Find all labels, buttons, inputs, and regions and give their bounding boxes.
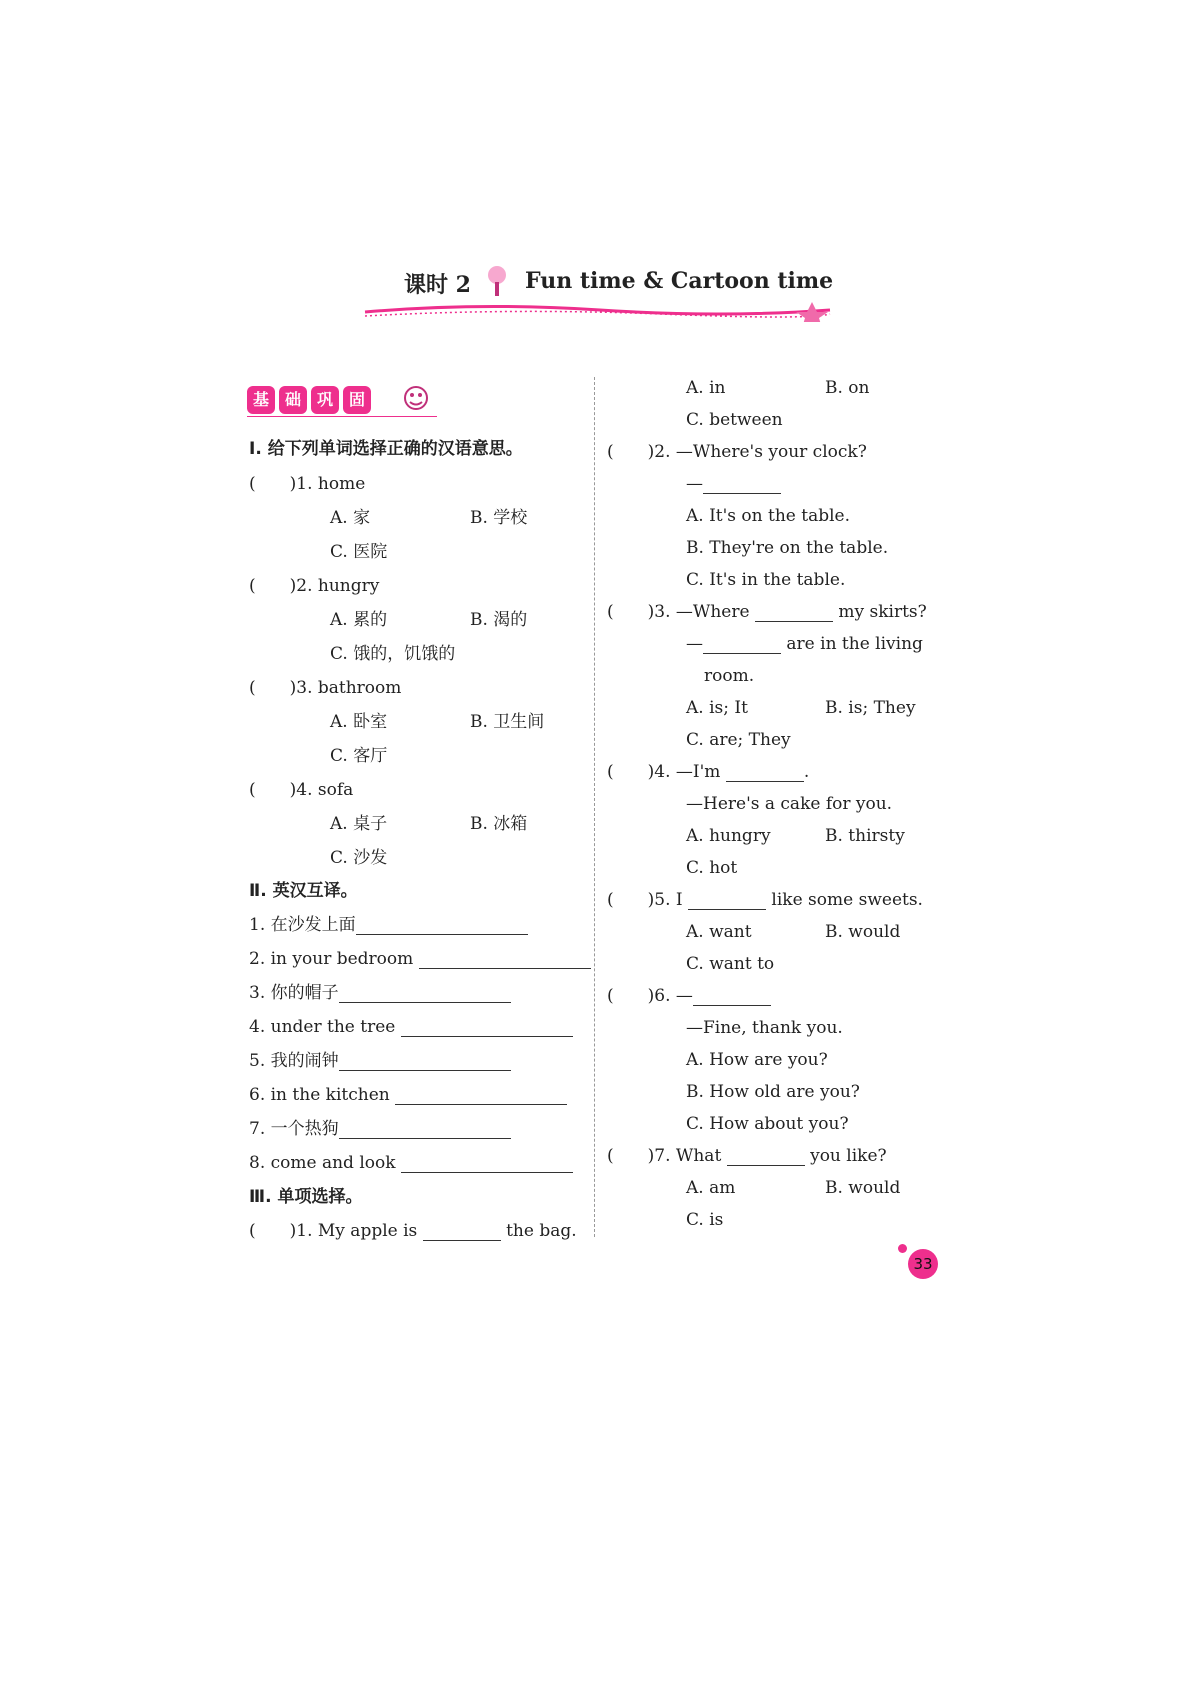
s7-option-c: C. is [686,1210,724,1230]
s2-answer-line [686,474,781,494]
s2-dash: — [686,474,703,494]
badge-char-2: 础 [279,386,307,414]
page-number-dot [898,1244,907,1253]
answer-blank[interactable] [726,765,804,782]
s4-stem [607,762,809,782]
answer-blank[interactable] [703,637,781,654]
s4-stem-post: . [803,762,810,782]
q4-option-c: C. 沙发 [330,848,388,868]
q2-option-b: B. 渴的 [470,610,528,630]
answer-blank[interactable] [339,1054,511,1071]
translate-item-8 [249,1153,573,1173]
s1-stem-post: the bag. [506,1221,577,1241]
s4-stem-pre: ( )4. —I'm [607,762,721,782]
translate-item-5 [249,1051,511,1071]
page-number: 33 [908,1249,938,1279]
s1-option-c: C. between [686,410,783,430]
answer-blank[interactable] [693,989,771,1006]
s7-option-a: A. am [686,1178,736,1198]
answer-blank[interactable] [356,918,528,935]
q1-option-a: A. 家 [330,508,371,528]
translate-item-1 [249,915,528,935]
s3-option-a: A. is; It [686,698,748,718]
q3-option-a: A. 卧室 [330,712,388,732]
s6-option-c: C. How about you? [686,1114,849,1134]
translate-item-8-text: 8. come and look [249,1153,396,1173]
column-divider [594,377,595,1237]
q4-stem: ( )4. sofa [249,780,354,800]
answer-blank[interactable] [339,1122,511,1139]
translate-item-6 [249,1085,567,1105]
answer-blank[interactable] [423,1224,501,1241]
s4-option-b: B. thirsty [825,826,905,846]
answer-blank[interactable] [395,1088,567,1105]
answer-blank[interactable] [727,1149,805,1166]
s2-option-a: A. It's on the table. [686,506,851,526]
badge-char-4: 固 [343,386,371,414]
badge-underline [247,416,437,417]
tree-icon [482,264,512,298]
s5-stem-post: like some sweets. [771,890,923,910]
s4-option-c: C. hot [686,858,738,878]
s3-option-b: B. is; They [825,698,916,718]
s2-option-c: C. It's in the table. [686,570,846,590]
q4-option-b: B. 冰箱 [470,814,528,834]
q2-option-a: A. 累的 [330,610,388,630]
section3-title: Ⅲ. 单项选择。 [249,1187,363,1207]
q4-option-a: A. 桌子 [330,814,388,834]
translate-item-5-text: 5. 我的闹钟 [249,1051,339,1071]
page-title: Fun time & Cartoon time [525,268,834,294]
q1-stem: ( )1. home [249,474,366,494]
q3-stem: ( )3. bathroom [249,678,402,698]
s3-option-c: C. are; They [686,730,791,750]
s7-option-b: B. would [825,1178,901,1198]
s6-stem-pre: ( )6. — [607,986,693,1006]
s3-line2-post: are in the living [786,634,923,654]
s3-dash: — [686,634,703,654]
translate-item-3-text: 3. 你的帽子 [249,983,339,1003]
answer-blank[interactable] [339,986,511,1003]
translate-item-7-text: 7. 一个热狗 [249,1119,339,1139]
s5-option-b: B. would [825,922,901,942]
translate-item-3 [249,983,511,1003]
lesson-label: 课时 2 [404,272,471,298]
answer-blank[interactable] [401,1156,573,1173]
s5-stem-pre: ( )5. I [607,890,683,910]
s5-option-c: C. want to [686,954,775,974]
s5-stem [607,890,923,910]
section1-title: Ⅰ. 给下列单词选择正确的汉语意思。 [249,439,523,459]
s3-line3: room. [704,666,755,686]
s6-stem [607,986,771,1006]
translate-item-1-text: 1. 在沙发上面 [249,915,356,935]
q3-option-b: B. 卫生间 [470,712,545,732]
answer-blank[interactable] [703,477,781,494]
answer-blank[interactable] [419,952,591,969]
s1-stem-pre: ( )1. My apple is [249,1221,418,1241]
badge-char-1: 基 [247,386,275,414]
s1-stem [249,1221,577,1241]
s7-stem-pre: ( )7. What [607,1146,722,1166]
s3-stem [607,602,927,622]
translate-item-6-text: 6. in the kitchen [249,1085,390,1105]
q1-option-b: B. 学校 [470,508,528,528]
s4-line2: —Here's a cake for you. [686,794,893,814]
translate-item-4-text: 4. under the tree [249,1017,396,1037]
title-underline-swoosh [360,298,840,322]
q2-stem: ( )2. hungry [249,576,380,596]
q3-option-c: C. 客厅 [330,746,388,766]
s7-stem-post: you like? [810,1146,887,1166]
answer-blank[interactable] [401,1020,573,1037]
title-banner [360,262,840,322]
s5-option-a: A. want [686,922,752,942]
s1-option-a: A. in [686,378,726,398]
answer-blank[interactable] [688,893,766,910]
s4-option-a: A. hungry [686,826,771,846]
answer-blank[interactable] [755,605,833,622]
s7-stem [607,1146,887,1166]
q1-option-c: C. 医院 [330,542,388,562]
s3-stem-post: my skirts? [838,602,927,622]
s2-option-b: B. They're on the table. [686,538,889,558]
translate-item-2-text: 2. in your bedroom [249,949,414,969]
translate-item-4 [249,1017,573,1037]
s6-option-a: A. How are you? [686,1050,828,1070]
s2-stem: ( )2. —Where's your clock? [607,442,867,462]
translate-item-2 [249,949,591,969]
translate-item-7 [249,1119,511,1139]
s6-option-b: B. How old are you? [686,1082,860,1102]
s3-stem-pre: ( )3. —Where [607,602,750,622]
s6-line2: —Fine, thank you. [686,1018,843,1038]
badge-char-3: 巩 [311,386,339,414]
section2-title: Ⅱ. 英汉互译。 [249,881,358,901]
s1-option-b: B. on [825,378,870,398]
s3-answer-line [686,634,923,654]
mascot-icon [396,380,436,416]
q2-option-c: C. 饿的，饥饿的 [330,644,456,664]
